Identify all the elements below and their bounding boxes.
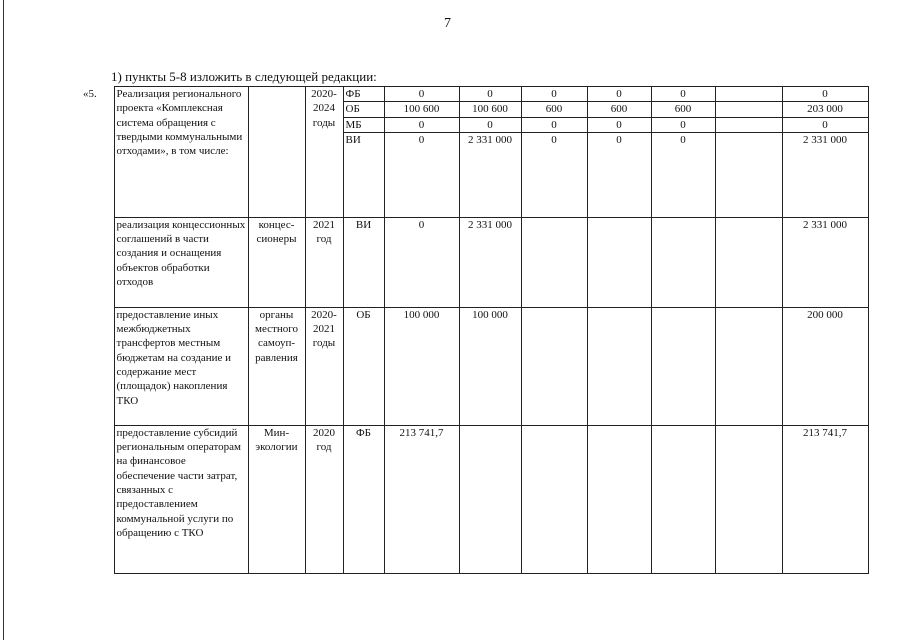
page-number: 7 — [444, 16, 451, 31]
source-cell: ФБ — [343, 87, 384, 102]
table-row — [81, 217, 868, 307]
source-cell: ВИ — [343, 217, 384, 307]
value-cell — [715, 425, 782, 573]
value-cell: 600 — [521, 102, 587, 117]
measure-name: Реализация регионального проекта «Комплексная система обращения с твердыми коммунальными отходами», в том числе: — [114, 87, 248, 218]
value-cell — [587, 307, 651, 425]
value-cell: 0 — [384, 117, 459, 132]
value-cell: 0 — [384, 87, 459, 102]
table-row — [81, 307, 868, 425]
value-cell — [521, 307, 587, 425]
table-row — [81, 425, 868, 573]
value-cell: 100 000 — [384, 307, 459, 425]
measure-name: предоставление субсидий региональным операторам на финансовое обеспечение части затрат, связанных с предоставлением коммунальной услуги по обращению с ТКО — [114, 425, 248, 573]
total-cell: 200 000 — [782, 307, 868, 425]
period-cell: 2020 год — [305, 425, 343, 573]
value-cell: 0 — [521, 117, 587, 132]
value-cell — [651, 425, 715, 573]
value-cell: 0 — [651, 132, 715, 217]
source-cell: ОБ — [343, 102, 384, 117]
value-cell: 0 — [587, 117, 651, 132]
value-cell: 0 — [521, 87, 587, 102]
value-cell: 0 — [384, 217, 459, 307]
total-cell: 2 331 000 — [782, 217, 868, 307]
period-cell: 2020-2021 годы — [305, 307, 343, 425]
measure-name: предоставление иных межбюджетных трансфертов местным бюджетам на создание и содержание мест (площадок) накопления ТКО — [114, 307, 248, 425]
total-cell: 2 331 000 — [782, 132, 868, 217]
value-cell: 2 331 000 — [459, 132, 521, 217]
table-row — [81, 87, 868, 102]
total-cell: 203 000 — [782, 102, 868, 117]
value-cell — [587, 425, 651, 573]
value-cell: 100 600 — [459, 102, 521, 117]
row-number: «5. — [81, 87, 114, 574]
value-cell — [521, 425, 587, 573]
executor-cell: концес-сионеры — [248, 217, 305, 307]
executor-cell: Мин-экологии — [248, 425, 305, 573]
intro-text: 1) пункты 5-8 изложить в следующей редакции: — [111, 69, 377, 84]
period-cell: 2021 год — [305, 217, 343, 307]
value-cell: 213 741,7 — [384, 425, 459, 573]
source-cell: МБ — [343, 117, 384, 132]
value-cell: 2 331 000 — [459, 217, 521, 307]
value-cell: 0 — [651, 87, 715, 102]
total-cell: 0 — [782, 117, 868, 132]
value-cell — [715, 307, 782, 425]
value-cell: 0 — [459, 117, 521, 132]
source-cell: ОБ — [343, 307, 384, 425]
period-cell: 2020-2024 годы — [305, 87, 343, 218]
value-cell — [651, 307, 715, 425]
value-cell — [651, 217, 715, 307]
value-cell — [715, 132, 782, 217]
measure-name: реализация концессионных соглашений в части создания и оснащения объектов обработки отходов — [114, 217, 248, 307]
value-cell: 100 600 — [384, 102, 459, 117]
total-cell: 0 — [782, 87, 868, 102]
value-cell — [715, 217, 782, 307]
value-cell: 600 — [651, 102, 715, 117]
value-cell: 600 — [587, 102, 651, 117]
value-cell: 0 — [384, 132, 459, 217]
value-cell: 0 — [587, 87, 651, 102]
value-cell — [521, 217, 587, 307]
value-cell — [715, 117, 782, 132]
executor-cell — [248, 87, 305, 218]
value-cell: 0 — [587, 132, 651, 217]
value-cell: 0 — [459, 87, 521, 102]
value-cell — [587, 217, 651, 307]
total-cell: 213 741,7 — [782, 425, 868, 573]
value-cell — [459, 425, 521, 573]
program-table — [81, 86, 869, 574]
source-cell: ВИ — [343, 132, 384, 217]
page-edge-line — [3, 0, 4, 640]
value-cell: 0 — [651, 117, 715, 132]
value-cell — [715, 102, 782, 117]
source-cell: ФБ — [343, 425, 384, 573]
executor-cell: органы местного самоуп-равления — [248, 307, 305, 425]
value-cell — [715, 87, 782, 102]
value-cell: 100 000 — [459, 307, 521, 425]
value-cell: 0 — [521, 132, 587, 217]
